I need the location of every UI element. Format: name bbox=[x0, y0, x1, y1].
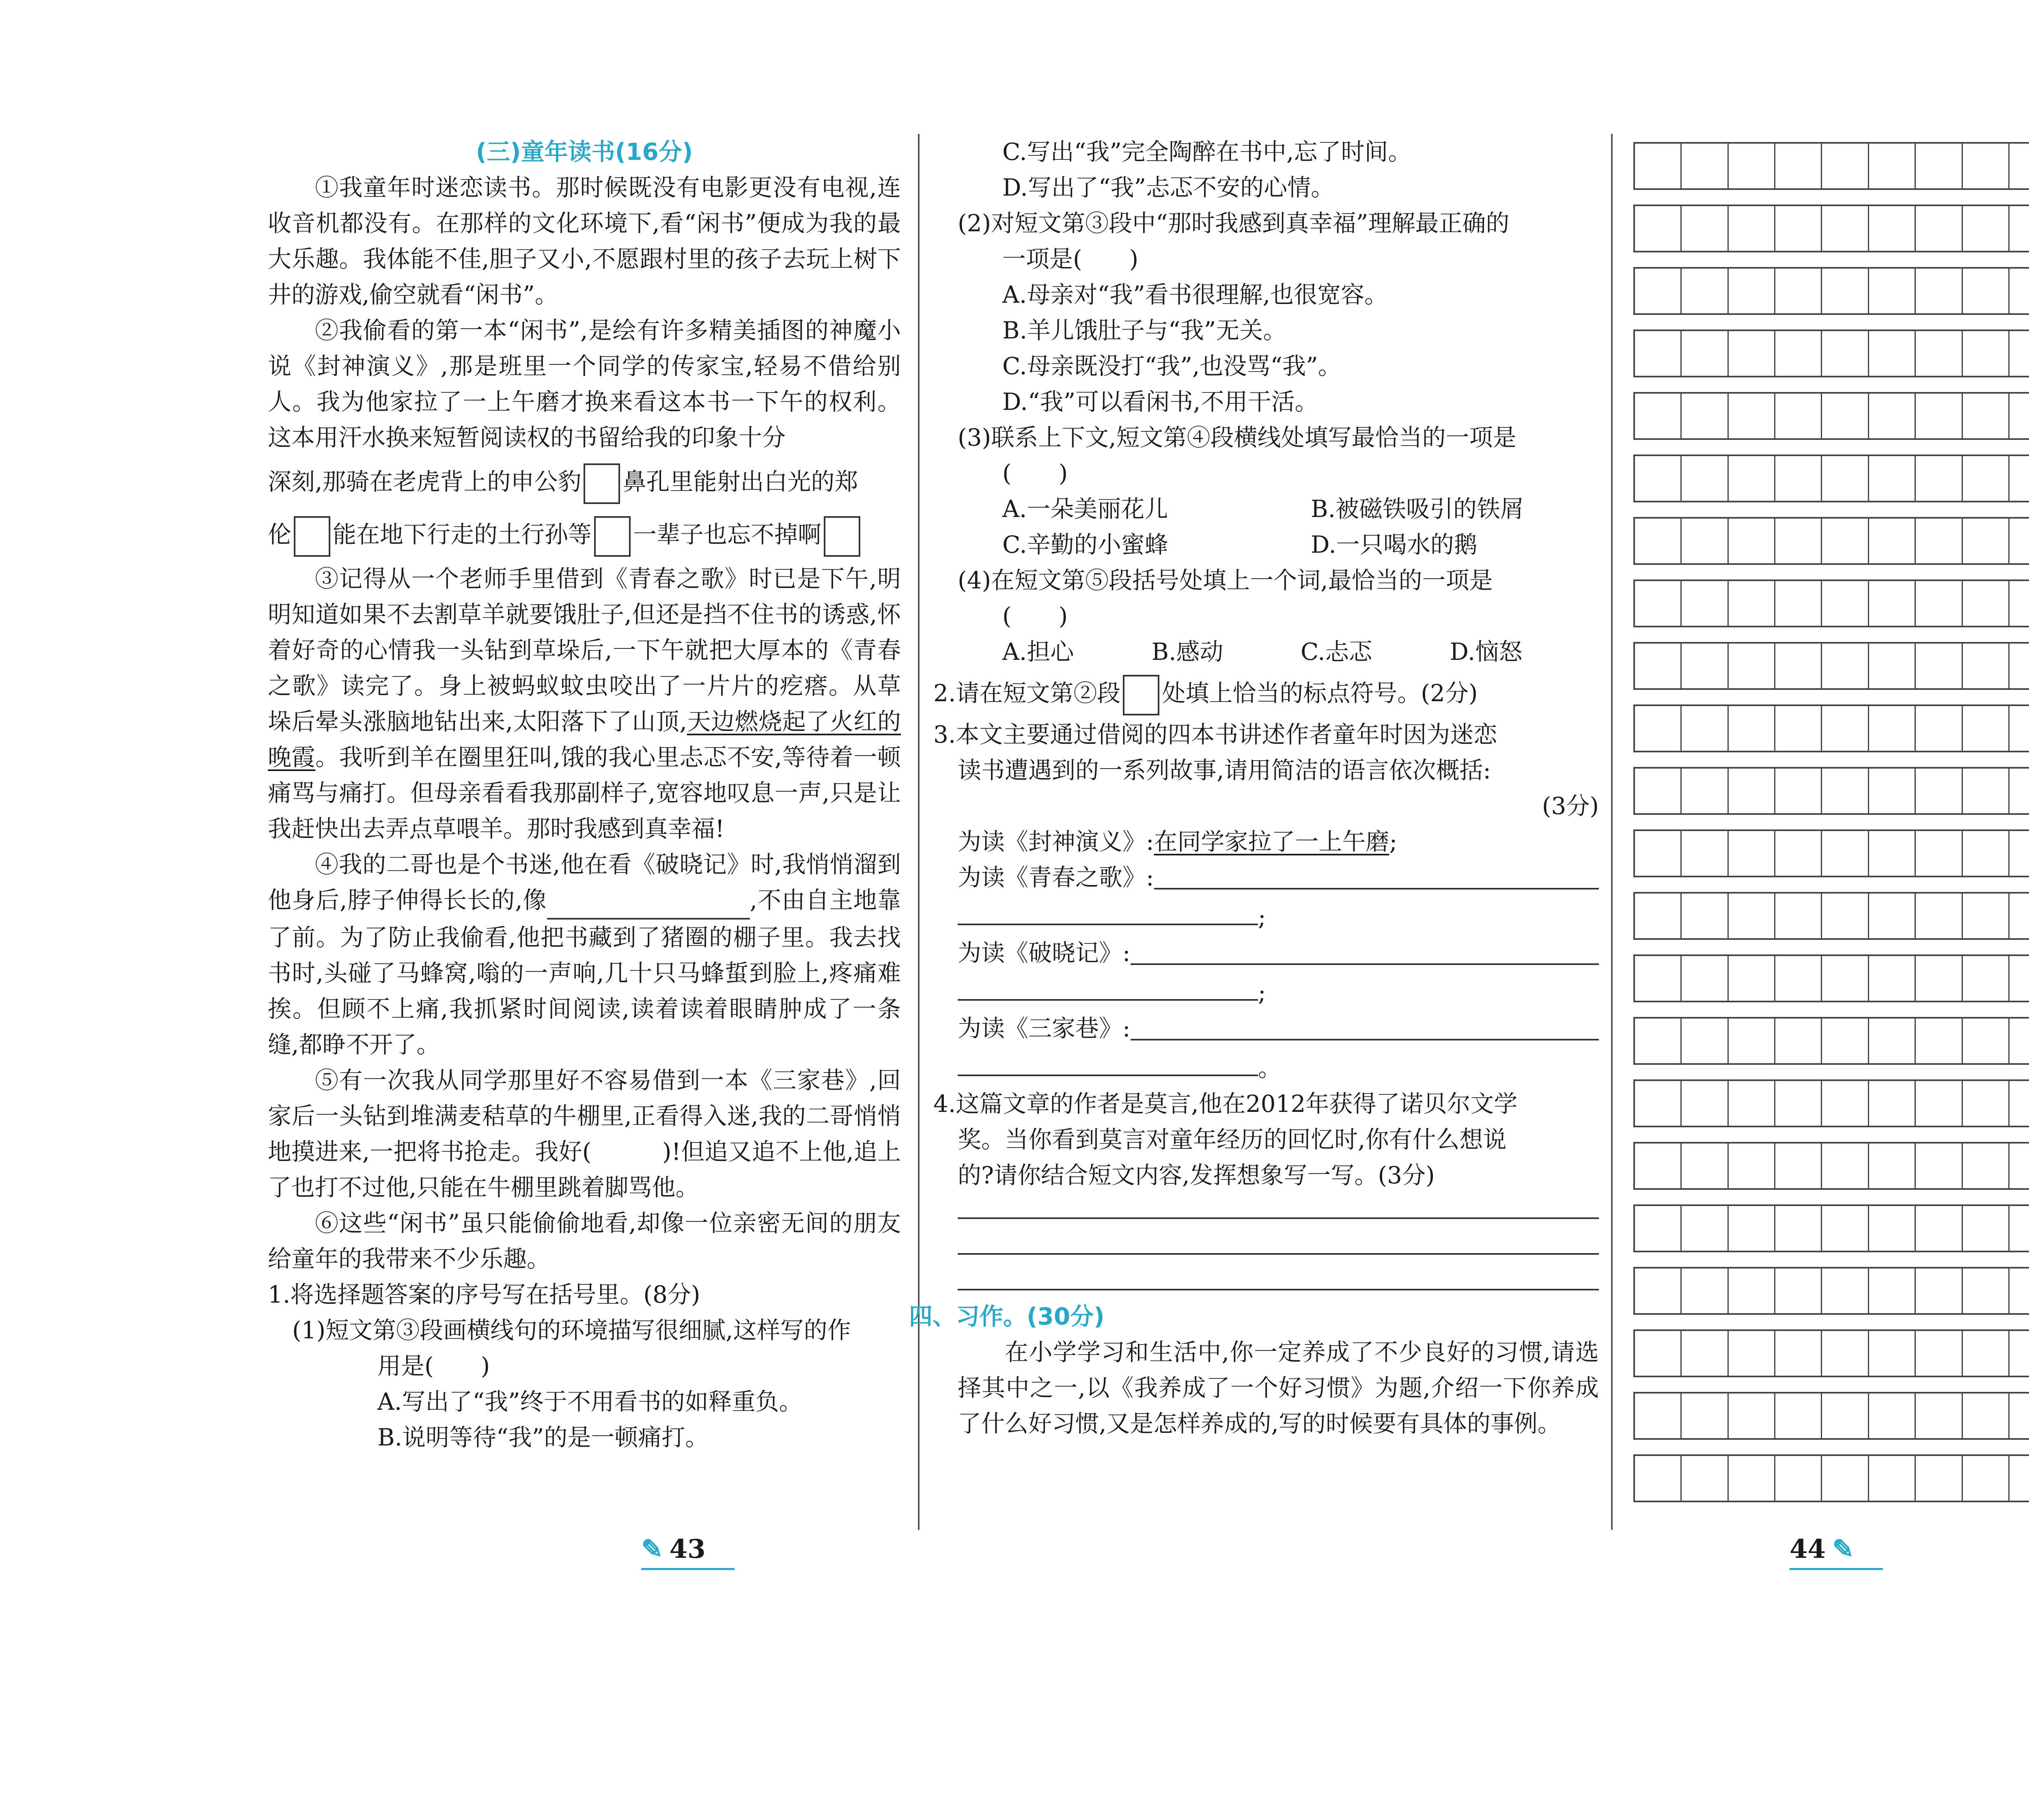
grid-cell[interactable] bbox=[2010, 331, 2029, 376]
punctuation-box-1[interactable] bbox=[584, 463, 620, 504]
option-1-1-a: A.写出了“我”终于不用看书的如释重负。 bbox=[377, 1388, 803, 1415]
grid-cell[interactable] bbox=[1635, 394, 1682, 438]
grid-row bbox=[1633, 1329, 2029, 1377]
answer-line-1a[interactable] bbox=[1154, 859, 1599, 890]
options-1-4: A.担心 B.感动 C.忐忑 D.恼怒 bbox=[1002, 638, 1523, 666]
question-3-score: (3分) bbox=[1542, 792, 1599, 820]
options-1-3-row-1: A.一朵美丽花儿 B.被磁铁吸引的铁屑 bbox=[1002, 495, 1524, 523]
grid-cell[interactable] bbox=[1963, 331, 2010, 376]
option-1-1-b: B.说明等待“我”的是一顿痛打。 bbox=[377, 1424, 709, 1451]
grid-cell[interactable] bbox=[1775, 894, 1822, 938]
grid-cell[interactable] bbox=[1822, 456, 1869, 501]
grid-cell[interactable] bbox=[1869, 1331, 1916, 1376]
grid-cell[interactable] bbox=[2010, 1269, 2029, 1313]
grid-cell[interactable] bbox=[2010, 1394, 2029, 1438]
question-3-item-2: 为读《破晓记》: bbox=[933, 935, 1599, 971]
grid-cell[interactable] bbox=[1729, 581, 1775, 626]
grid-cell[interactable] bbox=[2010, 519, 2029, 563]
grid-cell[interactable] bbox=[1869, 1394, 1916, 1438]
option-1-2-b: B.羊儿饿肚子与“我”无关。 bbox=[1002, 317, 1287, 344]
grid-cell[interactable] bbox=[1775, 456, 1822, 501]
grid-cell[interactable] bbox=[2010, 644, 2029, 688]
question-3-example: 为读《封神演义》:在同学家拉了一上午磨; bbox=[958, 828, 1398, 855]
grid-cell[interactable] bbox=[1916, 769, 1962, 813]
grid-cell[interactable] bbox=[1869, 206, 1916, 251]
answer-line-2b[interactable] bbox=[958, 971, 1258, 1001]
grid-cell[interactable] bbox=[1822, 1331, 1869, 1376]
grid-cell[interactable] bbox=[1729, 1269, 1775, 1313]
answer-rule-1[interactable] bbox=[958, 1217, 1599, 1219]
grid-cell[interactable] bbox=[1682, 269, 1728, 313]
question-4-line-b: 奖。当你看到莫言对童年经历的回忆时,你有什么想说 bbox=[958, 1126, 1507, 1153]
grid-cell[interactable] bbox=[1822, 1206, 1869, 1251]
page-number-underline bbox=[641, 1568, 734, 1570]
grid-cell[interactable] bbox=[1682, 1144, 1728, 1188]
grid-cell[interactable] bbox=[1916, 1081, 1962, 1126]
grid-cell[interactable] bbox=[1682, 769, 1728, 813]
grid-cell[interactable] bbox=[2010, 956, 2029, 1001]
grid-cell[interactable] bbox=[1682, 1269, 1728, 1313]
grid-cell[interactable] bbox=[1635, 1456, 1682, 1501]
grid-row bbox=[1633, 517, 2029, 565]
grid-cell[interactable] bbox=[1635, 1269, 1682, 1313]
grid-cell[interactable] bbox=[1635, 644, 1682, 688]
grid-cell[interactable] bbox=[1682, 894, 1728, 938]
grid-cell[interactable] bbox=[1822, 581, 1869, 626]
grid-cell[interactable] bbox=[1963, 1394, 2010, 1438]
grid-cell[interactable] bbox=[2010, 1019, 2029, 1063]
grid-cell[interactable] bbox=[1916, 394, 1962, 438]
grid-cell[interactable] bbox=[1822, 331, 1869, 376]
question-4-line-a: 4.这篇文章的作者是莫言,他在2012年获得了诺贝尔文学 bbox=[933, 1090, 1518, 1118]
grid-row bbox=[1633, 1204, 2029, 1252]
grid-cell[interactable] bbox=[1869, 644, 1916, 688]
question-3-item-1-cont: ; bbox=[933, 895, 1599, 935]
grid-cell[interactable] bbox=[1869, 394, 1916, 438]
grid-cell[interactable] bbox=[1682, 394, 1728, 438]
question-4-answer-area[interactable] bbox=[958, 1217, 1599, 1290]
grid-cell[interactable] bbox=[1916, 1394, 1962, 1438]
grid-cell[interactable] bbox=[1635, 206, 1682, 251]
grid-cell[interactable] bbox=[2010, 1144, 2029, 1188]
fill-blank-simile[interactable] bbox=[547, 882, 750, 920]
answer-rule-2[interactable] bbox=[958, 1253, 1599, 1255]
grid-cell[interactable] bbox=[1729, 769, 1775, 813]
grid-cell[interactable] bbox=[1963, 956, 2010, 1001]
punctuation-box-2[interactable] bbox=[294, 516, 330, 557]
grid-cell[interactable] bbox=[1963, 1019, 2010, 1063]
question-4-line-c: 的?请你结合短文内容,发挥想象写一写。(3分) bbox=[958, 1161, 1435, 1189]
grid-cell[interactable] bbox=[1682, 519, 1728, 563]
grid-cell[interactable] bbox=[1869, 956, 1916, 1001]
grid-cell[interactable] bbox=[1635, 894, 1682, 938]
grid-cell[interactable] bbox=[1916, 1331, 1962, 1376]
page-number-left: ✎ 43 bbox=[641, 1534, 706, 1564]
question-1-1-line-a: (1)短文第③段画横线句的环境描写很细腻,这样写的作 bbox=[292, 1316, 851, 1344]
grid-cell[interactable] bbox=[1635, 1144, 1682, 1188]
column-divider-right bbox=[1611, 134, 1613, 1530]
grid-cell[interactable] bbox=[1822, 1394, 1869, 1438]
grid-cell[interactable] bbox=[1729, 956, 1775, 1001]
grid-row bbox=[1633, 142, 2029, 190]
grid-cell[interactable] bbox=[1682, 1394, 1728, 1438]
option-1-1-d: D.写出了“我”忐忑不安的心情。 bbox=[1002, 174, 1335, 201]
grid-cell[interactable] bbox=[1869, 1081, 1916, 1126]
grid-cell[interactable] bbox=[2010, 206, 2029, 251]
grid-cell[interactable] bbox=[1682, 644, 1728, 688]
grid-cell[interactable] bbox=[1822, 1269, 1869, 1313]
grid-cell[interactable] bbox=[1963, 1269, 2010, 1313]
question-2: 2.请在短文第②段 处填上恰当的标点符号。(2分) bbox=[933, 670, 1599, 717]
grid-cell[interactable] bbox=[1729, 831, 1775, 876]
section-title: (三)童年读书(16分) bbox=[476, 138, 693, 166]
grid-row bbox=[1633, 205, 2029, 252]
grid-cell[interactable] bbox=[1916, 706, 1962, 751]
grid-cell[interactable] bbox=[1822, 519, 1869, 563]
grid-cell[interactable] bbox=[1775, 1081, 1822, 1126]
answer-line-2a[interactable] bbox=[1131, 935, 1599, 965]
grid-cell[interactable] bbox=[1775, 706, 1822, 751]
grid-row bbox=[1633, 1454, 2029, 1502]
grid-cell[interactable] bbox=[1869, 269, 1916, 313]
grid-cell[interactable] bbox=[1635, 456, 1682, 501]
answer-rule-3[interactable] bbox=[958, 1289, 1599, 1290]
grid-cell[interactable] bbox=[1729, 644, 1775, 688]
grid-cell[interactable] bbox=[1682, 1331, 1728, 1376]
grid-cell[interactable] bbox=[1869, 831, 1916, 876]
grid-cell[interactable] bbox=[1822, 644, 1869, 688]
grid-cell[interactable] bbox=[1916, 1206, 1962, 1251]
grid-cell[interactable] bbox=[1775, 1269, 1822, 1313]
grid-cell[interactable] bbox=[1963, 519, 2010, 563]
grid-cell[interactable] bbox=[1775, 331, 1822, 376]
grid-row bbox=[1633, 767, 2029, 815]
grid-cell[interactable] bbox=[1822, 269, 1869, 313]
grid-row bbox=[1633, 454, 2029, 502]
grid-cell[interactable] bbox=[1869, 144, 1916, 188]
grid-cell[interactable] bbox=[1775, 1394, 1822, 1438]
section-4-title: 四、习作。(30分) bbox=[909, 1303, 1105, 1330]
punctuation-box-example bbox=[1123, 675, 1159, 715]
grid-cell[interactable] bbox=[1916, 269, 1962, 313]
grid-cell[interactable] bbox=[1775, 581, 1822, 626]
question-1-4-line-a: (4)在短文第⑤段括号处填上一个词,最恰当的一项是 bbox=[958, 566, 1493, 594]
grid-cell[interactable] bbox=[1682, 1081, 1728, 1126]
grid-cell[interactable] bbox=[1822, 894, 1869, 938]
options-1-3-row-2: C.辛勤的小蜜蜂 D.一只喝水的鹅 bbox=[1002, 531, 1478, 558]
grid-cell[interactable] bbox=[1822, 144, 1869, 188]
grid-cell[interactable] bbox=[1682, 331, 1728, 376]
grid-cell[interactable] bbox=[1682, 706, 1728, 751]
grid-cell[interactable] bbox=[1635, 706, 1682, 751]
grid-cell[interactable] bbox=[1869, 1269, 1916, 1313]
grid-cell[interactable] bbox=[1729, 1206, 1775, 1251]
grid-cell[interactable] bbox=[2010, 144, 2029, 188]
grid-cell[interactable] bbox=[1729, 1019, 1775, 1063]
grid-cell[interactable] bbox=[1822, 1144, 1869, 1188]
grid-cell[interactable] bbox=[1916, 144, 1962, 188]
grid-cell[interactable] bbox=[1916, 1456, 1962, 1501]
grid-cell[interactable] bbox=[1635, 1019, 1682, 1063]
grid-cell[interactable] bbox=[1963, 894, 2010, 938]
grid-cell[interactable] bbox=[1635, 956, 1682, 1001]
question-3-line-b: 读书遭遇到的一系列故事,请用简洁的语言依次概括: bbox=[958, 756, 1491, 784]
answer-line-3a[interactable] bbox=[1131, 1010, 1599, 1040]
grid-cell[interactable] bbox=[1916, 956, 1962, 1001]
grid-cell[interactable] bbox=[1775, 394, 1822, 438]
question-1-2-line-a: (2)对短文第③段中“那时我感到真幸福”理解最正确的 bbox=[958, 209, 1510, 237]
grid-cell[interactable] bbox=[1635, 269, 1682, 313]
grid-cell[interactable] bbox=[1963, 456, 2010, 501]
grid-cell[interactable] bbox=[1869, 581, 1916, 626]
grid-cell[interactable] bbox=[1963, 206, 2010, 251]
passage-paragraph-1: ①我童年时迷恋读书。那时候既没有电影更没有电视,连收音机都没有。在那样的文化环境下,看“闲书”便成为我的最大乐趣。我体能不佳,胆子又小,不愿跟村里的孩子去玩上树下井的游戏,偷空就看“闲书”。 bbox=[268, 174, 901, 308]
grid-cell[interactable] bbox=[1963, 1206, 2010, 1251]
grid-cell[interactable] bbox=[2010, 1456, 2029, 1501]
question-3-item-2-cont: ; bbox=[933, 971, 1599, 1010]
grid-cell[interactable] bbox=[1729, 1394, 1775, 1438]
punctuation-box-4[interactable] bbox=[824, 516, 860, 557]
grid-cell[interactable] bbox=[1635, 144, 1682, 188]
grid-cell[interactable] bbox=[2010, 456, 2029, 501]
grid-cell[interactable] bbox=[1682, 206, 1728, 251]
grid-cell[interactable] bbox=[1916, 519, 1962, 563]
grid-cell[interactable] bbox=[1682, 1206, 1728, 1251]
answer-line-1b[interactable] bbox=[958, 895, 1258, 925]
grid-cell[interactable] bbox=[1869, 1019, 1916, 1063]
option-1-2-d: D.“我”可以看闲书,不用干活。 bbox=[1002, 388, 1318, 416]
grid-cell[interactable] bbox=[1775, 144, 1822, 188]
page-number-right: 44 ✎ bbox=[1790, 1534, 1854, 1564]
grid-cell[interactable] bbox=[1963, 269, 2010, 313]
grid-cell[interactable] bbox=[1869, 519, 1916, 563]
grid-cell[interactable] bbox=[2010, 1206, 2029, 1251]
passage-paragraph-5: ⑤有一次我从同学那里好不容易借到一本《三家巷》,回家后一头钻到堆满麦秸草的牛棚里,正看得入迷,我的二哥悄悄地摸进来,一把将书抢走。我好( )!但追又追不上他,追上了也打不过他,只能在牛棚里跳着脚骂他。 bbox=[268, 1066, 901, 1201]
grid-cell[interactable] bbox=[1916, 1144, 1962, 1188]
grid-row bbox=[1633, 330, 2029, 377]
grid-cell[interactable] bbox=[1963, 1456, 2010, 1501]
grid-cell[interactable] bbox=[1916, 831, 1962, 876]
grid-cell[interactable] bbox=[1729, 269, 1775, 313]
option-1-1-c: C.写出“我”完全陶醉在书中,忘了时间。 bbox=[1002, 138, 1412, 166]
grid-cell[interactable] bbox=[1822, 1019, 1869, 1063]
paragraph-2-row-2: 伦 能在地下行走的土行孙等 一辈子也忘不掉啊 bbox=[268, 508, 901, 561]
grid-cell[interactable] bbox=[1775, 519, 1822, 563]
grid-cell[interactable] bbox=[1963, 394, 2010, 438]
grid-cell[interactable] bbox=[1916, 1269, 1962, 1313]
paragraph-2-row-1: 深刻,那骑在老虎背上的申公豹 鼻孔里能射出白光的郑 bbox=[268, 455, 901, 508]
grid-cell[interactable] bbox=[1916, 644, 1962, 688]
question-1-3-line-a: (3)联系上下文,短文第④段横线处填写最恰当的一项是 bbox=[958, 424, 1516, 451]
grid-cell[interactable] bbox=[1775, 769, 1822, 813]
grid-cell[interactable] bbox=[1963, 1331, 2010, 1376]
grid-cell[interactable] bbox=[1963, 1081, 2010, 1126]
left-column bbox=[268, 134, 901, 1455]
grid-cell[interactable] bbox=[2010, 831, 2029, 876]
grid-cell[interactable] bbox=[1635, 1206, 1682, 1251]
grid-cell[interactable] bbox=[1822, 1081, 1869, 1126]
grid-row bbox=[1633, 642, 2029, 690]
grid-row bbox=[1633, 954, 2029, 1002]
answer-line-3b[interactable] bbox=[958, 1046, 1258, 1076]
grid-cell[interactable] bbox=[1916, 456, 1962, 501]
grid-cell[interactable] bbox=[1916, 206, 1962, 251]
grid-cell[interactable] bbox=[1635, 331, 1682, 376]
grid-cell[interactable] bbox=[1869, 1206, 1916, 1251]
middle-column bbox=[909, 134, 1599, 1441]
grid-cell[interactable] bbox=[1822, 1456, 1869, 1501]
grid-cell[interactable] bbox=[1869, 1456, 1916, 1501]
question-1: 1.将选择题答案的序号写在括号里。(8分) bbox=[268, 1281, 700, 1308]
grid-cell[interactable] bbox=[1729, 1144, 1775, 1188]
grid-row bbox=[1633, 267, 2029, 315]
grid-cell[interactable] bbox=[1775, 956, 1822, 1001]
grid-cell[interactable] bbox=[1682, 1456, 1728, 1501]
grid-row bbox=[1633, 704, 2029, 752]
grid-cell[interactable] bbox=[1682, 144, 1728, 188]
grid-row bbox=[1633, 1142, 2029, 1190]
grid-cell[interactable] bbox=[1869, 331, 1916, 376]
grid-cell[interactable] bbox=[1729, 519, 1775, 563]
grid-cell[interactable] bbox=[1729, 394, 1775, 438]
grid-cell[interactable] bbox=[1869, 1144, 1916, 1188]
grid-cell[interactable] bbox=[1635, 1081, 1682, 1126]
grid-cell[interactable] bbox=[1916, 581, 1962, 626]
grid-cell[interactable] bbox=[1775, 206, 1822, 251]
grid-cell[interactable] bbox=[1963, 144, 2010, 188]
grid-cell[interactable] bbox=[1635, 581, 1682, 626]
grid-cell[interactable] bbox=[1729, 206, 1775, 251]
grid-cell[interactable] bbox=[1729, 1081, 1775, 1126]
grid-cell[interactable] bbox=[1869, 769, 1916, 813]
question-3-item-3-cont: 。 bbox=[933, 1046, 1599, 1086]
grid-cell[interactable] bbox=[1682, 456, 1728, 501]
grid-cell[interactable] bbox=[1775, 1144, 1822, 1188]
grid-cell[interactable] bbox=[1916, 894, 1962, 938]
grid-cell[interactable] bbox=[1635, 831, 1682, 876]
grid-cell[interactable] bbox=[1635, 769, 1682, 813]
grid-cell[interactable] bbox=[1775, 1456, 1822, 1501]
grid-cell[interactable] bbox=[1869, 894, 1916, 938]
question-1-1-line-b: 用是( ) bbox=[377, 1352, 490, 1380]
grid-row bbox=[1633, 392, 2029, 440]
grid-cell[interactable] bbox=[1775, 1331, 1822, 1376]
question-1-4-line-b: ( ) bbox=[1002, 602, 1068, 630]
grid-cell[interactable] bbox=[2010, 706, 2029, 751]
passage-paragraph-6: ⑥这些“闲书”虽只能偷偷地看,却像一位亲密无间的朋友给童年的我带来不少乐趣。 bbox=[268, 1209, 901, 1273]
grid-cell[interactable] bbox=[2010, 769, 2029, 813]
grid-row bbox=[1633, 892, 2029, 940]
page-number-underline bbox=[1790, 1568, 1883, 1570]
grid-cell[interactable] bbox=[1963, 644, 2010, 688]
grid-cell[interactable] bbox=[2010, 1331, 2029, 1376]
grid-cell[interactable] bbox=[2010, 1081, 2029, 1126]
grid-row bbox=[1633, 829, 2029, 877]
grid-cell[interactable] bbox=[2010, 894, 2029, 938]
grid-cell[interactable] bbox=[1729, 456, 1775, 501]
passage-paragraph-2: ②我偷看的第一本“闲书”,是绘有许多精美插图的神魔小说《封神演义》,那是班里一个同学的传家宝,轻易不借给别人。我为他家拉了一上午磨才换来看这本书一下午的权利。这本用汗水换来短暂阅读权的书留给我的印象十分 bbox=[268, 317, 901, 451]
grid-cell[interactable] bbox=[1682, 956, 1728, 1001]
grid-cell[interactable] bbox=[1682, 1019, 1728, 1063]
grid-row bbox=[1633, 1267, 2029, 1315]
grid-cell[interactable] bbox=[2010, 269, 2029, 313]
question-1-2-line-b: 一项是( ) bbox=[1002, 245, 1139, 273]
question-3-line-a: 3.本文主要通过借阅的四本书讲述作者童年时因为迷恋 bbox=[933, 721, 1497, 748]
grid-cell[interactable] bbox=[1822, 769, 1869, 813]
section-4-prompt: 在小学学习和生活中,你一定养成了不少良好的习惯,请选择其中之一,以《我养成了一个好习惯》为题,介绍一下你养成了什么好习惯,又是怎样养成的,写的时候要有具体的事例。 bbox=[958, 1338, 1599, 1437]
option-1-2-c: C.母亲既没打“我”,也没骂“我”。 bbox=[1002, 352, 1342, 380]
option-1-2-a: A.母亲对“我”看书很理解,也很宽容。 bbox=[1002, 281, 1388, 308]
grid-cell[interactable] bbox=[1729, 706, 1775, 751]
grid-cell[interactable] bbox=[1822, 831, 1869, 876]
grid-cell[interactable] bbox=[1822, 206, 1869, 251]
grid-row bbox=[1633, 1079, 2029, 1127]
grid-row bbox=[1633, 579, 2029, 627]
grid-cell[interactable] bbox=[1775, 269, 1822, 313]
grid-cell[interactable] bbox=[1729, 144, 1775, 188]
grid-cell[interactable] bbox=[1916, 331, 1962, 376]
question-1-3-line-b: ( ) bbox=[1002, 459, 1068, 487]
grid-cell[interactable] bbox=[2010, 581, 2029, 626]
pencil-icon: ✎ bbox=[641, 1534, 663, 1564]
pencil-icon: ✎ bbox=[1832, 1534, 1854, 1564]
grid-cell[interactable] bbox=[1729, 1456, 1775, 1501]
grid-cell[interactable] bbox=[1775, 1019, 1822, 1063]
grid-cell[interactable] bbox=[1916, 1019, 1962, 1063]
grid-cell[interactable] bbox=[1729, 331, 1775, 376]
grid-row bbox=[1633, 1392, 2029, 1440]
grid-cell[interactable] bbox=[1635, 1394, 1682, 1438]
grid-cell[interactable] bbox=[1963, 1144, 2010, 1188]
grid-cell[interactable] bbox=[1963, 581, 2010, 626]
grid-cell[interactable] bbox=[1822, 706, 1869, 751]
grid-cell[interactable] bbox=[1822, 956, 1869, 1001]
grid-cell[interactable] bbox=[1635, 1331, 1682, 1376]
grid-cell[interactable] bbox=[1682, 581, 1728, 626]
passage-paragraph-3: ③记得从一个老师手里借到《青春之歌》时已是下午,明明知道如果不去割草羊就要饿肚子,但还是挡不住书的诱惑,怀着好奇的心情我一头钻到草垛后,一下午就把大厚本的《青春之歌》读完了。身上被蚂蚁蚊虫咬出了一片片的疙瘩。从草垛后晕头涨脑地钻出来,太阳落下了山顶,天边燃烧起了火红的晚霞。我听到羊在圈里狂叫,饿的我心里忐忑不安,等待着一顿痛骂与痛打。但母亲看看我那副样子,宽容地叹息一声,只是让我赶快出去弄点草喂羊。那时我感到真幸福! bbox=[268, 565, 901, 842]
grid-cell[interactable] bbox=[1963, 706, 2010, 751]
grid-cell[interactable] bbox=[1822, 394, 1869, 438]
grid-cell[interactable] bbox=[2010, 394, 2029, 438]
grid-cell[interactable] bbox=[1775, 1206, 1822, 1251]
grid-cell[interactable] bbox=[1682, 831, 1728, 876]
question-3-item-3: 为读《三家巷》: bbox=[933, 1010, 1599, 1046]
grid-cell[interactable] bbox=[1729, 1331, 1775, 1376]
question-3-item-1: 为读《青春之歌》: bbox=[933, 859, 1599, 895]
grid-cell[interactable] bbox=[1869, 456, 1916, 501]
writing-grid[interactable] bbox=[1633, 142, 2029, 1517]
grid-cell[interactable] bbox=[1963, 831, 2010, 876]
grid-cell[interactable] bbox=[1775, 831, 1822, 876]
underlined-sentence: 天边燃烧起了火红的晚霞 bbox=[268, 708, 901, 771]
grid-row bbox=[1633, 1017, 2029, 1065]
passage-paragraph-4: ④我的二哥也是个书迷,他在看《破晓记》时,我悄悄溜到他身后,脖子伸得长长的,像 ,不由自主地靠了前。为了防止我偷看,他把书藏到了猪圈的棚子里。我去找书时,头碰了马蜂窝,嗡的一声响,几十只马蜂蜇到脸上,疼痛难挨。但顾不上痛,我抓紧时间阅读,读着读着眼睛肿成了一条缝,都睁不开了。 bbox=[268, 851, 901, 1058]
grid-cell[interactable] bbox=[1869, 706, 1916, 751]
punctuation-box-3[interactable] bbox=[594, 516, 631, 557]
grid-cell[interactable] bbox=[1775, 644, 1822, 688]
grid-cell[interactable] bbox=[1635, 519, 1682, 563]
grid-cell[interactable] bbox=[1963, 769, 2010, 813]
grid-cell[interactable] bbox=[1729, 894, 1775, 938]
